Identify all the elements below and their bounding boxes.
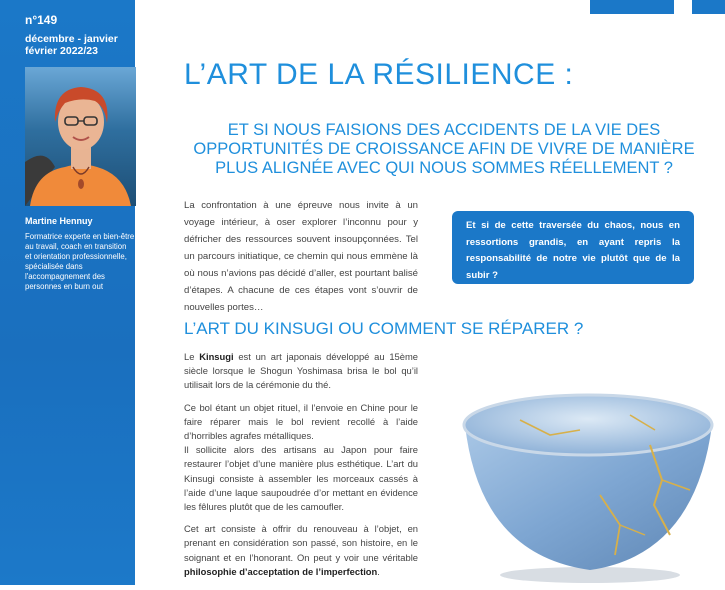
paragraph-2: Ce bol étant un objet rituel, il l’envoie en Chine pour le faire réparer mais le bol revient recollé à l’aide d’horribles agrafes métalliques. xyxy=(184,401,418,442)
kinsugi-term: Kinsugi xyxy=(199,351,234,362)
callout-box xyxy=(452,211,694,284)
p4-post: . xyxy=(377,565,380,577)
p1-pre: Le xyxy=(184,351,200,362)
author-bio: Formatrice experte en bien-être au travail, coach en transition et orientation professionnelle, spécialisée dans l'accompagnement des personnes en burn out xyxy=(25,232,135,291)
section-title: L’ART DU KINSUGI OU COMMENT SE RÉPARER ? xyxy=(184,319,584,338)
paragraph-1 xyxy=(184,350,418,393)
issue-date: décembre - janvier février 2022/23 xyxy=(25,33,118,57)
callout-text: Et si de cette traversée du chaos, nous en ressortions grandis, en ayant repris la responsabilité de notre vie plutôt que de la subir ? xyxy=(466,220,680,281)
top-tab-left xyxy=(590,0,674,14)
philosophy-term: philosophie d’acceptation de l’imperfection xyxy=(184,565,378,577)
author-name: Martine Hennuy xyxy=(25,216,93,226)
intro-paragraph: La confrontation à une épreuve nous invite à un voyage intérieur, à oser explorer l’inconnu pour y défricher des ressources souvent insoupçonnées. Tel un parcours initiatique, ce chemin qui nous emmène là où nous n’avions pas décidé d’aller, est pourtant balisé d’étapes. A chacune de ces étapes vont s’ouvrir de nouvelles portes… xyxy=(184,200,418,313)
article-subtitle: ET SI NOUS FAISIONS DES ACCIDENTS DE LA VIE DES OPPORTUNITÉS DE CROISSANCE AFIN DE VIVRE DE MANIÈRE PLUS ALIGNÉE AVEC QUI NOUS SOMMES RÉELLEMENT ? xyxy=(193,121,695,177)
article-body xyxy=(184,350,418,587)
article-title: L’ART DE LA RÉSILIENCE : xyxy=(184,58,574,91)
kintsugi-bowl-image xyxy=(440,385,720,585)
author-photo xyxy=(25,67,136,206)
paragraph-4 xyxy=(184,522,418,579)
top-tab-right xyxy=(692,0,725,14)
p4-pre: Cet art consiste à offrir du renouveau à l’objet, en prenant en considération son passé, son histoire, en le soignant et en l’honorant. On peut y voir une véritable xyxy=(184,523,418,563)
paragraph-3: Il sollicite alors des artisans au Japon pour faire restaurer l’objet d’une manière plus esthétique. L’art du Kinsugi consiste à assembler les morceaux cassés à l’aide d’une laque saupoudrée d’or mettant en évidence les fêlures plutôt que de les camoufler. xyxy=(184,444,418,513)
issue-number: n°149 xyxy=(25,13,58,27)
p1-post: est un art japonais développé au 15ème siècle lorsque le Shogun Yoshimasa brisa le bol qu’il utilisait lors de la cérémonie du thé. xyxy=(184,351,418,391)
